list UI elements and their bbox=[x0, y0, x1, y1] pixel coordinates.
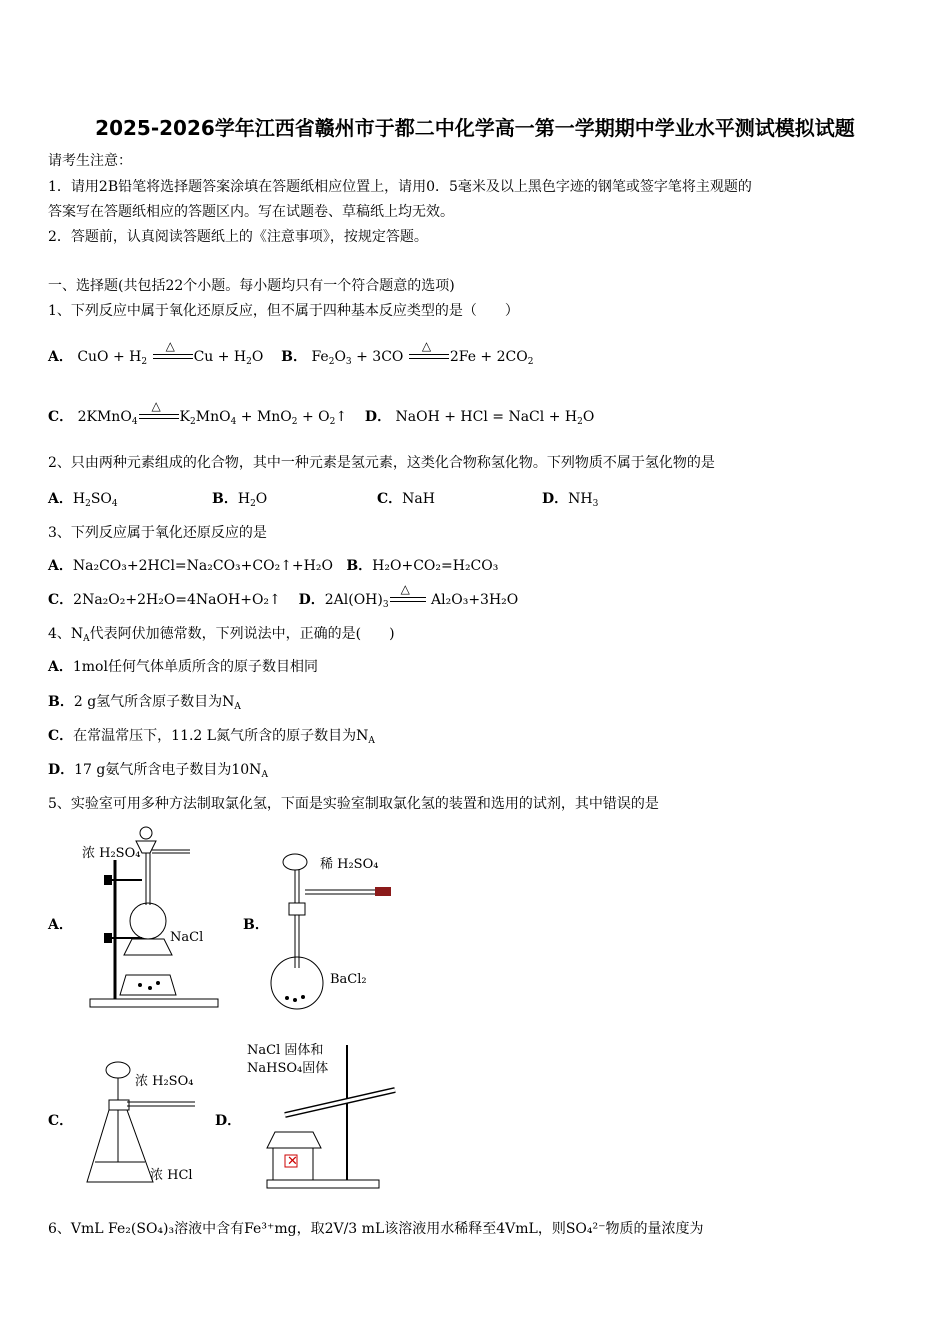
subscript: 4 bbox=[131, 417, 138, 427]
option-label: A． bbox=[48, 349, 73, 365]
formula: H bbox=[72, 491, 86, 507]
equation-text: 2KMnO bbox=[77, 409, 132, 425]
formula: H bbox=[237, 491, 251, 507]
apparatus-a-figure bbox=[80, 825, 225, 1010]
equation-text: O bbox=[334, 349, 346, 365]
subscript: 4 bbox=[230, 417, 237, 427]
question-1-option-c-d bbox=[48, 399, 595, 431]
heat-equals-icon: △ bbox=[409, 349, 449, 363]
label-salt: 浓 HCl bbox=[150, 1168, 193, 1183]
subscript: 3 bbox=[382, 600, 389, 610]
apparatus-d-figure bbox=[245, 1040, 405, 1195]
formula: O bbox=[255, 491, 268, 507]
equation-text: Fe bbox=[311, 349, 329, 365]
cross-mark-icon: ✕ bbox=[287, 1154, 298, 1169]
option-label: B． bbox=[281, 349, 308, 365]
question-2-stem: 2、只由两种元素组成的化合物，其中一种元素是氢元素，这类化合物称氢化物。下列物质不属于氢化物的是 bbox=[48, 455, 715, 471]
subscript: 3 bbox=[592, 499, 599, 509]
option-label: D． bbox=[48, 762, 75, 778]
equation-text: K bbox=[179, 409, 191, 425]
subscript: 2 bbox=[250, 499, 256, 509]
notice-line-1: 1．请用2B铅笔将选择题答案涂填在答题纸相应位置上，请用0．5毫米及以上黑色字迹的钢笔或签字笔将主观题的 bbox=[48, 179, 752, 195]
page-title: 2025-2026学年江西省赣州市于都二中化学高一第一学期期中学业水平测试模拟试题 bbox=[95, 116, 855, 140]
equation-text: 2Fe + 2CO bbox=[449, 349, 528, 365]
label-acid: 稀 H₂SO₄ bbox=[320, 857, 379, 872]
subscript: A bbox=[368, 736, 375, 746]
option-label: C． bbox=[48, 409, 74, 425]
label-salt: BaCl₂ bbox=[330, 972, 367, 987]
subscript: 3 bbox=[345, 357, 352, 367]
stem-text: 4、N bbox=[48, 626, 84, 642]
equation-text: + O bbox=[297, 409, 330, 425]
question-6-stem: 6、VmL Fe₂(SO₄)₃溶液中含有Fe³⁺mg，取2V/3 mL该溶液用水稀释至4VmL，则SO₄²⁻物质的量浓度为 bbox=[48, 1221, 704, 1237]
label-salt: NaCl bbox=[170, 930, 204, 945]
question-5-option-a-label: A． bbox=[48, 917, 73, 933]
question-3-stem: 3、下列反应属于氧化还原反应的是 bbox=[48, 525, 267, 541]
subscript: A bbox=[83, 634, 90, 644]
subscript: 2 bbox=[527, 357, 534, 367]
question-1-option-a-b bbox=[48, 339, 534, 371]
question-4-option-b bbox=[48, 693, 241, 716]
subscript: 2 bbox=[190, 417, 196, 427]
subscript: 4 bbox=[111, 499, 118, 509]
equation-text: Al₂O₃+3H₂O bbox=[431, 592, 519, 608]
equation-text: + MnO bbox=[236, 409, 292, 425]
subscript: 2 bbox=[577, 417, 583, 427]
equation-text: 2Al(OH) bbox=[324, 592, 383, 608]
equation-text: + 3CO bbox=[351, 349, 404, 365]
subscript: 2 bbox=[141, 357, 148, 367]
option-label: D． bbox=[364, 409, 392, 425]
option-text: 在常温常压下，11.2 L氮气所含的原子数目为N bbox=[73, 728, 369, 744]
equation-text: Na₂CO₃+2HCl=Na₂CO₃+CO₂↑+H₂O bbox=[72, 558, 333, 574]
option-label: C． bbox=[48, 592, 74, 608]
option-label: B． bbox=[346, 558, 373, 574]
question-2-option-a bbox=[48, 490, 118, 513]
equation-text: MnO bbox=[195, 409, 231, 425]
question-4-option-a bbox=[48, 658, 318, 676]
option-label: D． bbox=[542, 491, 569, 507]
question-3-option-a-b bbox=[48, 557, 498, 575]
equation-text: O bbox=[582, 409, 595, 425]
equation-text: H₂O+CO₂=H₂CO₃ bbox=[372, 558, 499, 574]
subscript: 2 bbox=[329, 417, 336, 427]
subscript: 2 bbox=[246, 357, 252, 367]
question-2-option-d bbox=[542, 490, 598, 513]
apparatus-c-figure bbox=[85, 1052, 205, 1192]
question-4-option-c bbox=[48, 727, 375, 750]
formula: NH bbox=[568, 491, 593, 507]
subscript: A bbox=[261, 770, 268, 780]
option-label: C． bbox=[377, 491, 403, 507]
section-heading: 一、选择题(共包括22个小题。每小题均只有一个符合题意的选项) bbox=[48, 278, 455, 294]
heat-equals-icon: △ bbox=[390, 592, 426, 606]
apparatus-b-figure bbox=[265, 848, 410, 1013]
option-label: C． bbox=[48, 728, 74, 744]
question-1-stem: 1、下列反应中属于氧化还原反应，但不属于四种基本反应类型的是（ ） bbox=[48, 303, 519, 319]
notice-line-2: 答案写在答题纸相应的答题区内。写在试题卷、草稿纸上均无效。 bbox=[48, 204, 454, 220]
question-5-option-d-label: D． bbox=[215, 1113, 242, 1129]
subscript: 2 bbox=[328, 357, 335, 367]
label-acid: 浓 H₂SO₄ bbox=[82, 846, 141, 861]
option-label: D． bbox=[298, 592, 325, 608]
option-label: A． bbox=[48, 659, 73, 675]
equation-text: Cu + H bbox=[193, 349, 247, 365]
label-solid-1: NaCl 固体和 bbox=[247, 1043, 324, 1058]
subscript: A bbox=[234, 702, 241, 712]
option-label: B． bbox=[48, 694, 74, 710]
equation-text: NaOH + HCl = NaCl + H bbox=[395, 409, 578, 425]
option-text: 2 g氢气所含原子数目为N bbox=[73, 694, 235, 710]
label-solid-2: NaHSO₄固体 bbox=[247, 1061, 329, 1076]
stem-text: 代表阿伏加德常数，下列说法中，正确的是( ) bbox=[89, 626, 395, 642]
question-5-stem: 5、实验室可用多种方法制取氯化氢，下面是实验室制取氯化氢的装置和选用的试剂，其中错误的是 bbox=[48, 796, 659, 812]
question-4-stem bbox=[48, 625, 395, 648]
subscript: 2 bbox=[85, 499, 91, 509]
formula: NaH bbox=[402, 491, 435, 507]
equation-text: ↑ bbox=[335, 409, 348, 425]
heat-equals-icon: △ bbox=[153, 349, 193, 363]
question-2-option-b bbox=[212, 490, 267, 513]
subscript: 2 bbox=[291, 417, 298, 427]
notice-heading: 请考生注意： bbox=[48, 153, 132, 169]
question-3-option-c-d bbox=[48, 582, 519, 614]
option-label: A． bbox=[48, 558, 73, 574]
question-5-option-c-label: C． bbox=[48, 1113, 74, 1129]
heat-equals-icon: △ bbox=[139, 409, 179, 423]
question-5-option-b-label: B． bbox=[243, 917, 269, 933]
equation-text: O bbox=[251, 349, 264, 365]
question-2-option-c bbox=[377, 490, 435, 508]
option-label: B． bbox=[212, 491, 238, 507]
question-4-option-d bbox=[48, 761, 268, 784]
formula: SO bbox=[90, 491, 112, 507]
option-label: A． bbox=[48, 491, 73, 507]
option-text: 1mol任何气体单质所含的原子数目相同 bbox=[72, 659, 318, 675]
option-text: 17 g氨气所含电子数目为10N bbox=[74, 762, 262, 778]
label-acid: 浓 H₂SO₄ bbox=[135, 1074, 194, 1089]
notice-line-3: 2．答题前，认真阅读答题纸上的《注意事项》，按规定答题。 bbox=[48, 229, 428, 245]
equation-text: CuO + H bbox=[77, 349, 142, 365]
equation-text: 2Na₂O₂+2H₂O=4NaOH+O₂↑ bbox=[73, 592, 281, 608]
